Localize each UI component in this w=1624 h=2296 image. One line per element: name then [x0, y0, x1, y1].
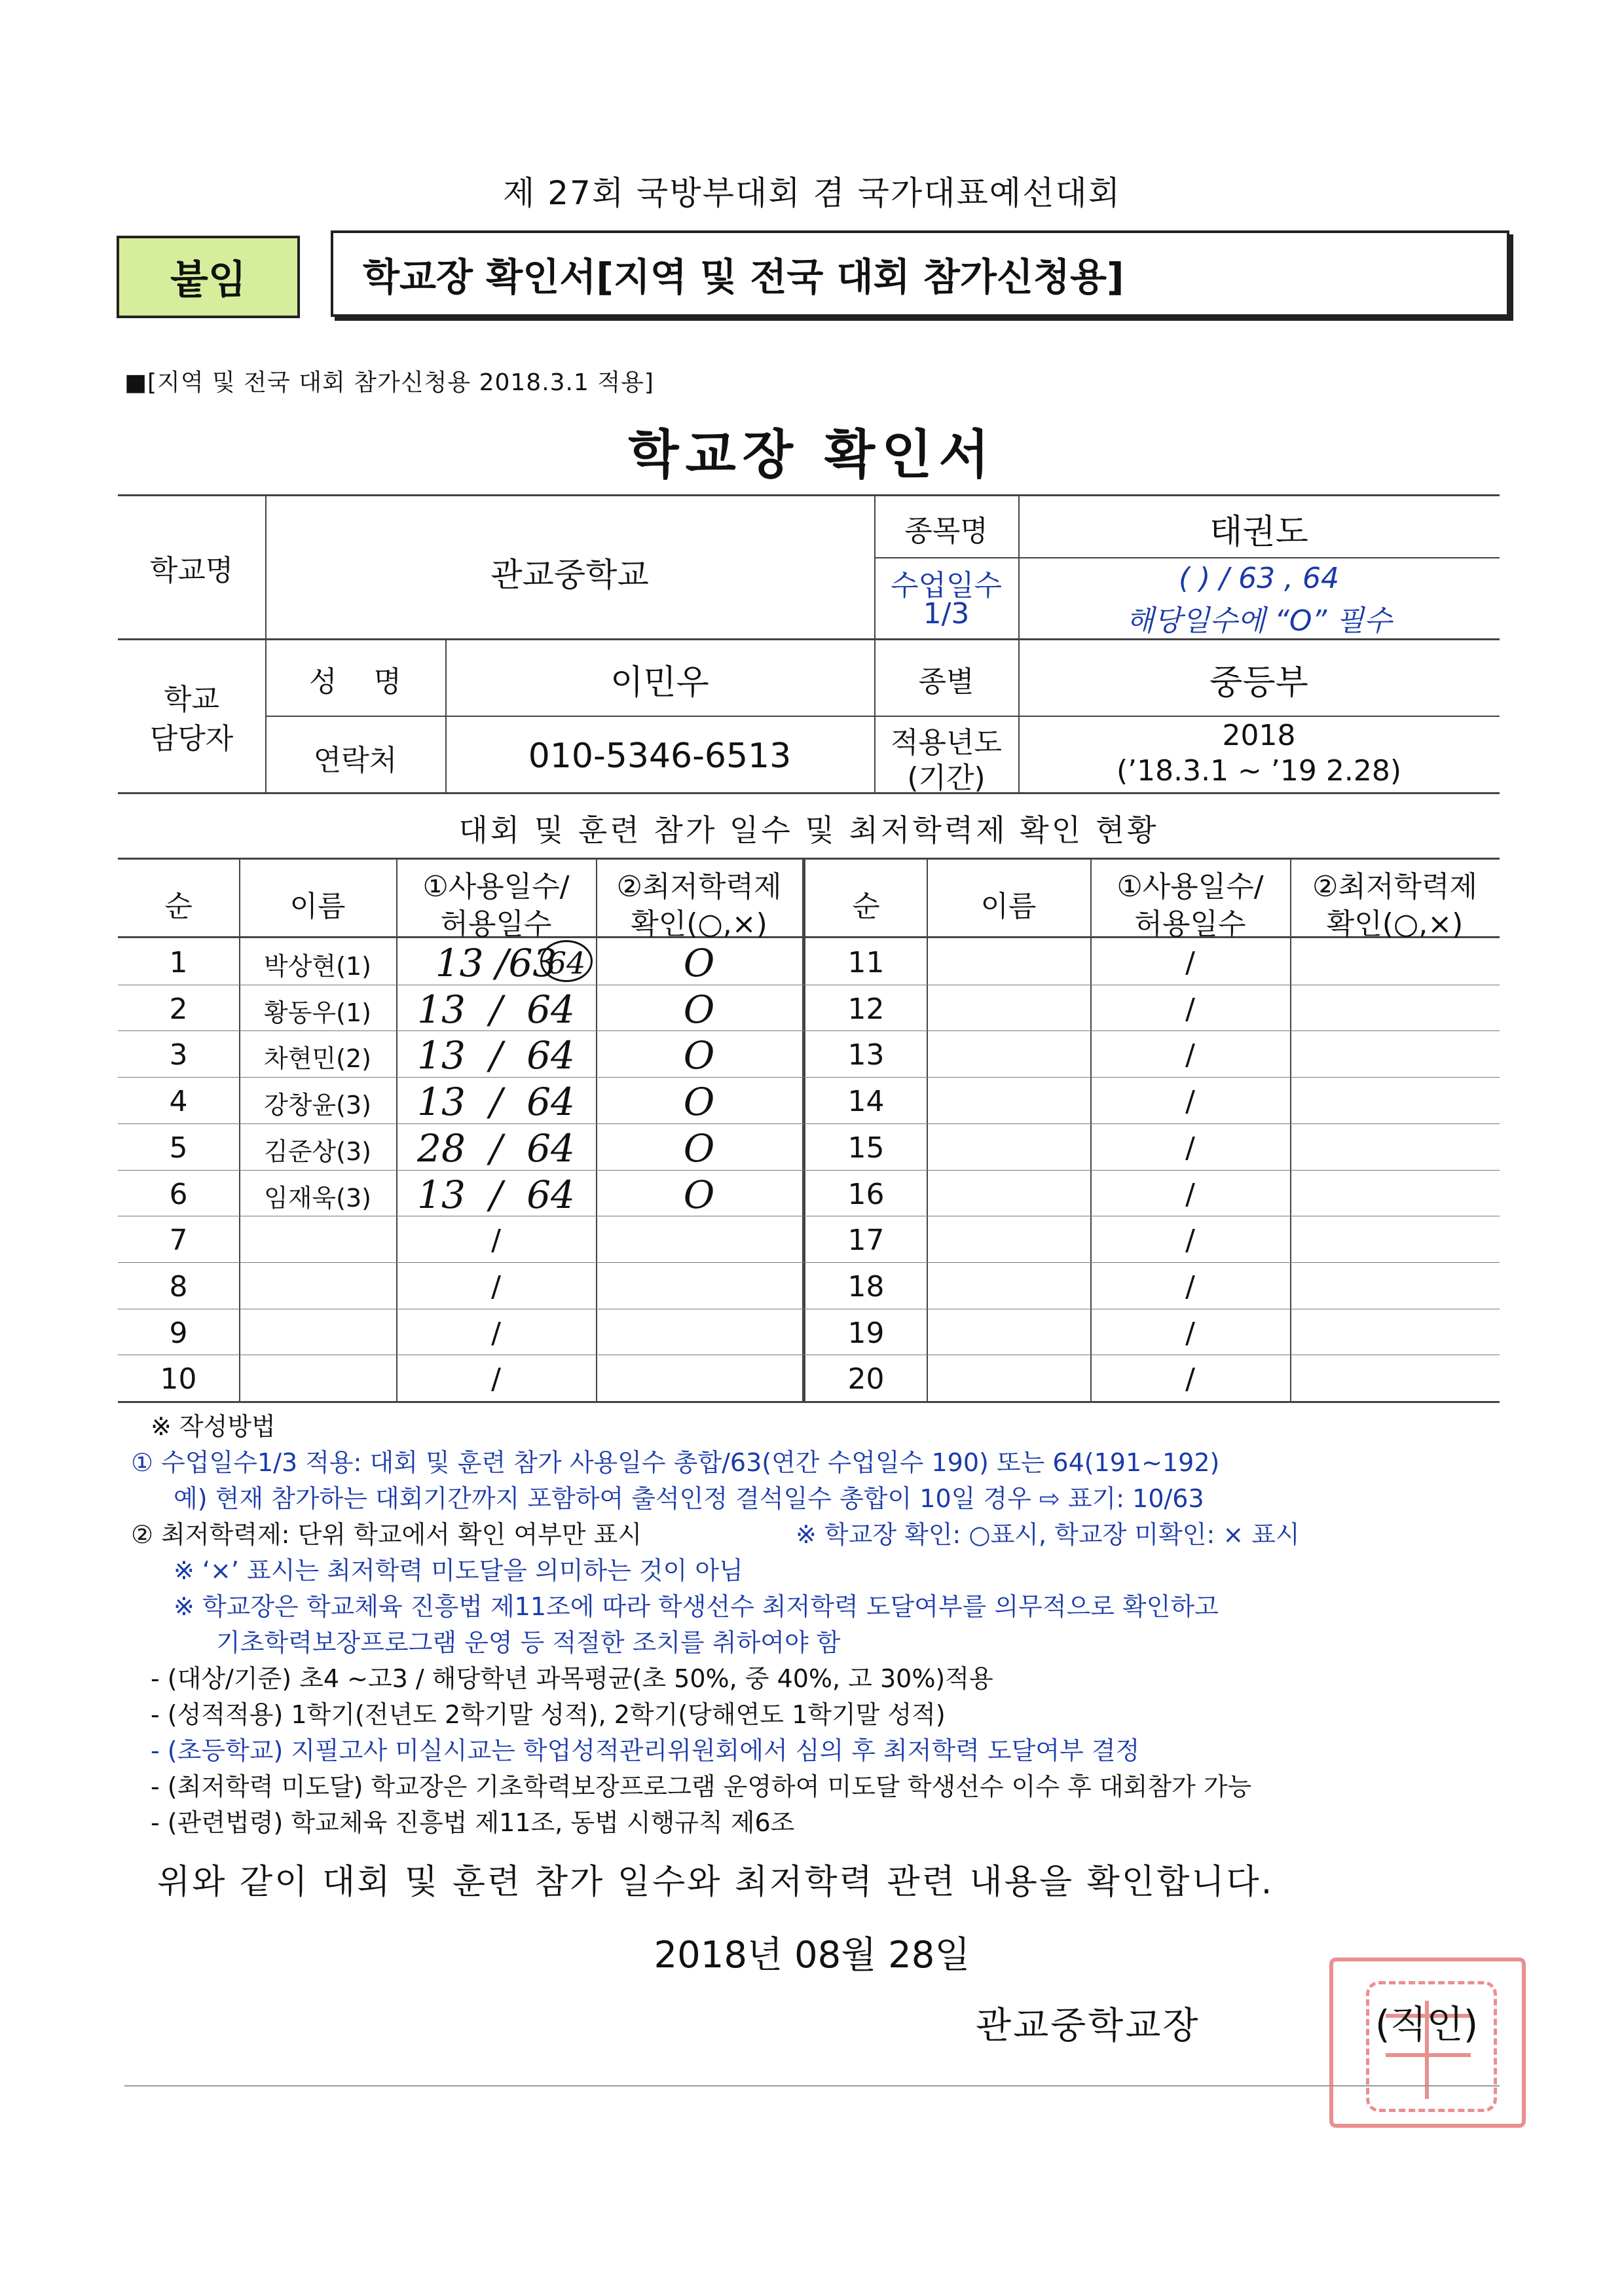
row-number: 10 — [160, 1362, 197, 1396]
used-days: / — [1185, 1131, 1195, 1165]
row-number: 4 — [169, 1085, 188, 1119]
used-days: / — [491, 1224, 501, 1258]
header-days-right-2: 허용일수 — [1134, 907, 1246, 941]
attachment-label: 붙임 — [117, 236, 300, 318]
used-days: / — [1185, 1362, 1195, 1396]
header-days-left-2: 허용일수 — [440, 907, 552, 941]
used-days: / — [1185, 1316, 1195, 1350]
header-name-right: 이름 — [980, 890, 1037, 923]
manager-label-2: 담당자 — [149, 722, 234, 756]
row-number: 16 — [847, 1177, 885, 1211]
seal-label: (직인) — [1375, 2002, 1479, 2047]
row-number: 2 — [169, 992, 188, 1026]
min-academic-check: O — [683, 941, 715, 985]
used-days: 28 / 64 — [417, 1125, 575, 1171]
used-days: / — [1185, 1177, 1195, 1211]
header-check-right-2: 확인(○,×) — [1326, 907, 1464, 941]
year-label-1: 적용년도 — [890, 726, 1002, 759]
event-label: 종목명 — [904, 515, 988, 548]
header-no-right: 순 — [852, 890, 880, 923]
event-value: 태권도 — [1209, 513, 1308, 552]
used-days: 13 / 64 — [417, 1033, 575, 1078]
row-number: 15 — [847, 1131, 885, 1165]
row-number: 5 — [169, 1131, 188, 1165]
class-days-label: 수업일수 — [890, 569, 1002, 602]
used-days: / — [491, 1362, 501, 1396]
table-caption: 대회 및 훈련 참가 일수 및 최저학력제 확인 현황 — [458, 812, 1159, 848]
header-name-left: 이름 — [289, 890, 346, 923]
used-days: / — [1185, 992, 1195, 1026]
used-days: / — [1185, 1269, 1195, 1303]
student-name: 김준상(3) — [264, 1137, 371, 1166]
school-label: 학교명 — [149, 554, 234, 587]
allowed-days-circled: 64 — [540, 940, 593, 982]
header-check-left-1: ②최저학력제 — [616, 870, 782, 903]
contact-label: 연락처 — [313, 744, 397, 777]
used-days: / — [1185, 1038, 1195, 1072]
used-days: / — [491, 1316, 501, 1350]
class-days-instruction: 해당일수에 “O” 필수 — [1126, 604, 1392, 638]
note-2a: ② 최저학력제: 단위 학교에서 확인 여부만 표시 — [131, 1520, 642, 1549]
row-number: 8 — [169, 1269, 188, 1303]
used-days: / — [1185, 1085, 1195, 1119]
row-number: 1 — [169, 946, 188, 979]
row-number: 18 — [847, 1269, 885, 1303]
row-number: 19 — [847, 1316, 885, 1350]
school-value: 관교중학교 — [490, 556, 649, 594]
used-days: / — [1185, 946, 1195, 979]
used-days: 13 / 64 — [417, 987, 575, 1032]
year-value: 2018 — [1222, 719, 1296, 752]
note-2b: ※ 학교장 확인: ○표시, 학교장 미확인: × 표시 — [796, 1520, 1300, 1549]
note-4a: ※ 학교장은 학교체육 진흥법 제11조에 따라 학생선수 최저학력 도달여부를 의무적으로 확인하고 — [174, 1592, 1219, 1621]
category-value: 중등부 — [1209, 663, 1308, 702]
used-days: / — [1185, 1224, 1195, 1258]
row-number: 12 — [847, 992, 885, 1026]
header-days-right-1: ①사용일수/ — [1116, 870, 1264, 903]
detail-4: - (최저학력 미도달) 학교장은 기초학력보장프로그램 운영하여 미도달 학생선수 이수 후 대회참가 가능 — [151, 1772, 1252, 1801]
note-1a: ① 수업일수1/3 적용: 대회 및 훈련 참가 사용일수 총합/63(연간 수업일수 190) 또는 64(191~192) — [131, 1448, 1220, 1477]
min-academic-check: O — [683, 1125, 715, 1171]
row-number: 3 — [169, 1038, 188, 1072]
student-name: 차현민(2) — [264, 1044, 371, 1074]
notes-heading: ※ 작성방법 — [151, 1412, 276, 1441]
header-days-left-1: ①사용일수/ — [422, 870, 570, 903]
min-academic-check: O — [683, 987, 715, 1032]
document-title: 학교장 확인서 — [628, 424, 996, 485]
note-3: ※ ‘×’ 표시는 최저학력 미도달을 의미하는 것이 아님 — [174, 1556, 743, 1585]
manager-label-1: 학교 — [163, 683, 219, 716]
student-name: 임재욱(3) — [264, 1183, 371, 1212]
detail-2: - (성적적용) 1학기(전년도 2학기말 성적), 2학기(당해연도 1학기말 성적) — [151, 1700, 946, 1729]
row-number: 17 — [847, 1224, 885, 1258]
contest-title: 제 27회 국방부대회 겸 국가대표예선대회 — [503, 174, 1121, 212]
min-academic-check: O — [683, 1033, 715, 1078]
category-label: 종별 — [918, 665, 974, 699]
note-1b: 예) 현재 참가하는 대회기간까지 포함하여 출석인정 결석일수 총합이 10일 경우 ⇨ 표기: 10/63 — [174, 1484, 1204, 1513]
year-label-2: (기간) — [907, 761, 986, 795]
used-days: / — [491, 1269, 501, 1303]
used-days: 13 / 64 — [417, 1172, 575, 1217]
row-number: 9 — [169, 1316, 188, 1350]
header-check-left-2: 확인(○,×) — [631, 907, 767, 941]
name-label: 성 명 — [309, 665, 401, 699]
detail-1: - (대상/기준) 초4 ~고3 / 해당학년 과목평균(초 50%, 중 40%, 고 30%)적용 — [151, 1664, 993, 1693]
confirm-statement: 위와 같이 대회 및 훈련 참가 일수와 최저학력 관련 내용을 확인합니다. — [157, 1863, 1274, 1902]
row-number: 11 — [847, 946, 885, 979]
title-box: 학교장 확인서[지역 및 전국 대회 참가신청용] — [331, 230, 1509, 317]
row-number: 14 — [847, 1085, 885, 1119]
row-number: 7 — [169, 1224, 188, 1258]
detail-5: - (관련법령) 학교체육 진흥법 제11조, 동법 시행규칙 제6조 — [151, 1808, 795, 1837]
min-academic-check: O — [683, 1080, 715, 1125]
min-academic-check: O — [683, 1172, 715, 1217]
used-days: 13 /63 — [435, 941, 557, 985]
header-no-left: 순 — [164, 890, 193, 923]
note-4b: 기초학력보장프로그램 운영 등 적절한 조치를 취하여야 함 — [216, 1628, 841, 1657]
issue-date: 2018년 08월 28일 — [654, 1934, 970, 1977]
class-days-fraction: 1/3 — [923, 597, 970, 630]
student-name: 박상현(1) — [264, 952, 371, 981]
principal-signature: 관교중학교장 — [976, 2005, 1200, 2047]
used-days: 13 / 64 — [417, 1080, 575, 1125]
header-check-right-1: ②최저학력제 — [1312, 870, 1477, 903]
class-days-value: ( ) / 63 , 64 — [1178, 562, 1340, 595]
detail-3: - (초등학교) 지필고사 미실시교는 학업성적관리위원회에서 심의 후 최저학력 도달여부 결정 — [151, 1736, 1140, 1765]
footer-divider — [124, 2085, 1500, 2086]
scope-note: ■[지역 및 전국 대회 참가신청용 2018.3.1 적용] — [124, 369, 654, 396]
contact-value: 010-5346-6513 — [528, 737, 792, 776]
row-number: 13 — [847, 1038, 885, 1072]
name-value: 이민우 — [610, 663, 709, 702]
student-name: 강창윤(3) — [264, 1091, 371, 1120]
year-period: (’18.3.1 ~ ’19 2.28) — [1116, 754, 1402, 788]
row-number: 20 — [847, 1362, 885, 1396]
row-number: 6 — [169, 1177, 188, 1211]
student-name: 황동우(1) — [264, 998, 371, 1027]
